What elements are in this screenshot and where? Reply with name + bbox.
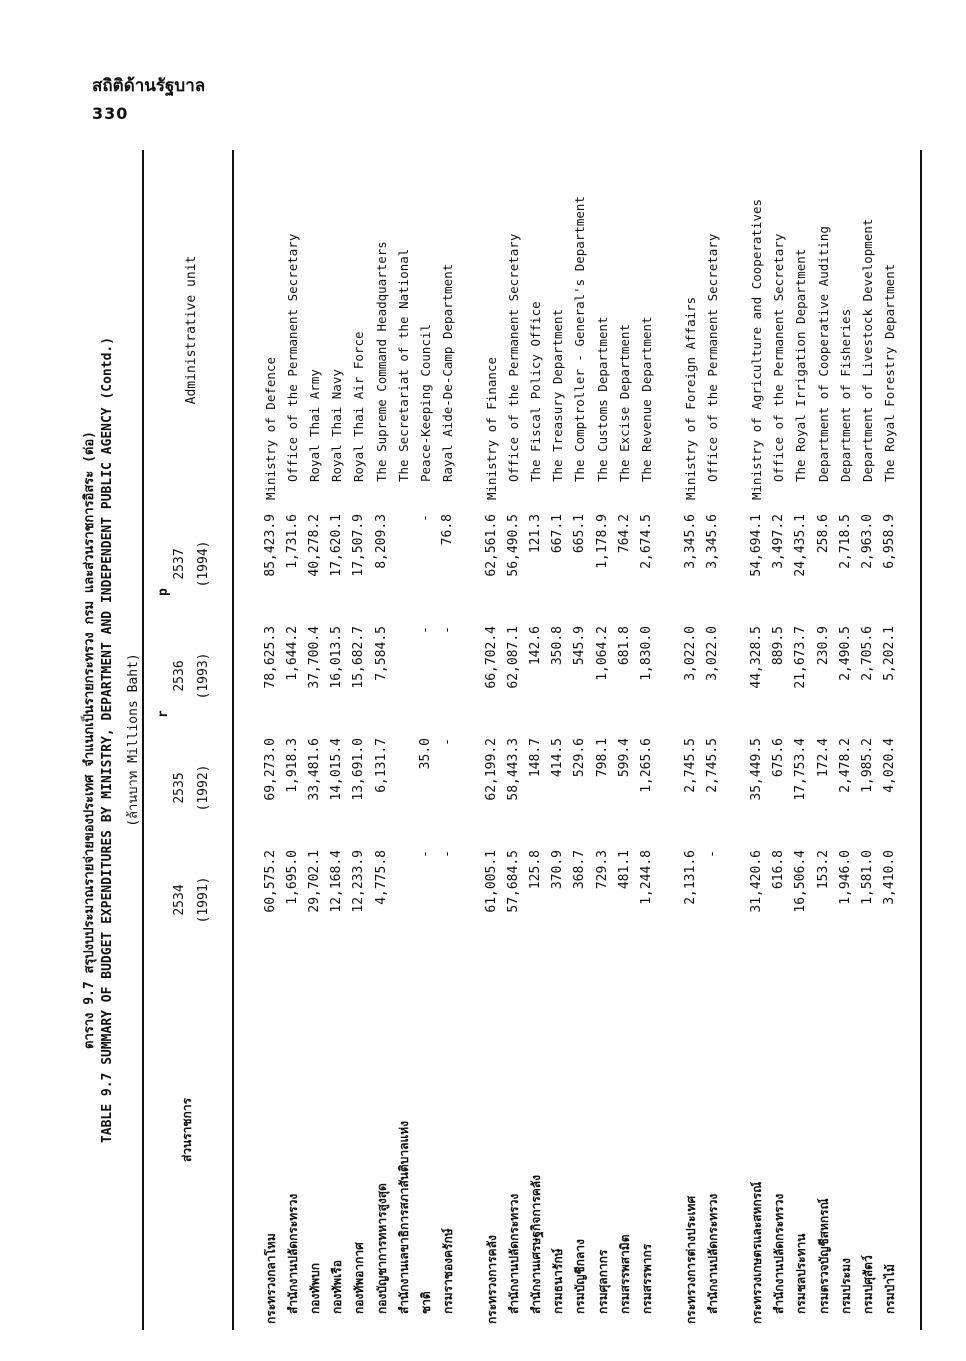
row-value: 3,345.6: [705, 514, 720, 569]
row-value: [459, 514, 481, 614]
row-thai-label: กรมธนารักษ์: [551, 1248, 566, 1314]
row-english-label: The Fiscal Policy Office: [528, 301, 544, 482]
row-value: 58,443.3: [506, 738, 522, 801]
row-thai-label: กรมประมง: [838, 1258, 853, 1314]
row-thai-label: กรมชลประทาน: [794, 1233, 809, 1314]
row-value: 481.1: [616, 850, 632, 890]
row-value: 3,022.0: [682, 626, 698, 681]
row-value: 764.2: [616, 514, 632, 554]
row-english-label: Ministry of Finance: [484, 357, 499, 500]
row-value: 2,705.6: [859, 626, 875, 681]
row-english-label: The Excise Department: [616, 323, 632, 482]
row-value: 4,020.4: [881, 738, 897, 793]
row-value: 798.1: [594, 738, 610, 778]
row-value: 6,958.9: [881, 514, 897, 569]
row-english-label: Ministry of Agriculture and Cooperatives: [749, 198, 765, 500]
row-value: [724, 738, 746, 838]
row-value: 5,202.1: [881, 626, 897, 681]
row-english-label: Peace-Keeping Council: [417, 323, 433, 482]
row-thai-label: สำนักงานเลขาธิการสภาสันติบาลแห่ง: [396, 1120, 411, 1314]
row-value: 3,345.6: [682, 514, 698, 569]
row-value: 17,620.1: [329, 514, 345, 577]
table-title-english: TABLE 9.7 SUMMARY OF BUDGET EXPENDITURES BY MINISTRY, DEPARTMENT AND INDEPENDENT PUBLIC AGENCY (Contd.): [100, 336, 115, 1144]
row-value: [393, 514, 415, 614]
row-thai-label: สำนักงานปลัดกระทรวง: [772, 1193, 787, 1314]
year-2534: 2534: [172, 884, 187, 916]
row-english-label: The Comptroller - General's Department: [572, 196, 588, 482]
row-value: 37,700.4: [307, 626, 323, 689]
row-value: 1,946.0: [837, 850, 853, 905]
row-english-label: Department of Fisheries: [837, 308, 853, 482]
top-rule: [142, 150, 144, 1330]
row-thai-label: ชาติ: [418, 1291, 433, 1314]
row-value: 40,278.2: [307, 514, 323, 577]
table-title-thai: ตาราง 9.7 สรุปงบประมาณรายจ่ายของประเทศ จำแนกเป็นรายกระทรวง กรม และส่วนราชการอิสระ (ต่อ): [82, 431, 97, 1049]
row-value: [393, 850, 415, 950]
row-value: [724, 850, 746, 950]
year-2535: 2535: [172, 772, 187, 804]
row-english-label: Office of the Permanent Secretary: [506, 233, 522, 482]
row-thai-label: สำนักงานปลัดกระทรวง: [706, 1193, 720, 1314]
row-value: -: [417, 850, 433, 858]
row-thai-label: กรมปศุสัตว์: [860, 1255, 875, 1314]
row-value: 2,745.5: [705, 738, 720, 793]
row-value: 78,625.3: [263, 626, 278, 689]
row-value: [658, 738, 680, 838]
row-value: 1,918.3: [285, 738, 301, 793]
row-thai-label: กระทรวงกลาโหม: [264, 1233, 278, 1324]
preliminary-mark: p: [156, 588, 171, 596]
row-value: 2,490.5: [837, 626, 853, 681]
row-value: 545.9: [572, 626, 588, 666]
row-value: 1,244.8: [638, 850, 654, 905]
row-value: 54,694.1: [749, 514, 765, 577]
row-value: 3,497.2: [771, 514, 787, 569]
bottom-rule: [920, 150, 922, 1330]
row-value: 16,506.4: [793, 850, 809, 913]
row-value: 17,753.4: [793, 738, 809, 801]
row-value: 61,005.1: [484, 850, 499, 913]
row-value: 85,423.9: [263, 514, 278, 577]
row-thai-label: กองทัพบก: [308, 1262, 323, 1314]
row-thai-label: กรมสรรพากร: [639, 1243, 654, 1314]
row-value: 33,481.6: [307, 738, 323, 801]
row-english-label: Department of Livestock Development: [859, 218, 875, 482]
row-english-label: Office of the Permanent Secretary: [771, 233, 787, 482]
row-thai-label: กองทัพเรือ: [330, 1260, 345, 1314]
row-value: 153.2: [815, 850, 831, 890]
row-english-label: Royal Thai Navy: [329, 369, 345, 482]
row-value: 1,985.2: [859, 738, 875, 793]
row-value: -: [705, 850, 720, 858]
row-thai-label: กระทรวงเกษตรและสหกรณ์: [750, 1181, 765, 1324]
row-value: 2,718.5: [837, 514, 853, 569]
row-value: 1,830.0: [638, 626, 654, 681]
row-thai-label: สำนักงานปลัดกระทรวง: [507, 1193, 522, 1314]
row-value: 24,435.1: [793, 514, 809, 577]
row-value: -: [417, 626, 433, 634]
row-value: 57,684.5: [506, 850, 522, 913]
row-value: 1,064.2: [594, 626, 610, 681]
row-english-label: Ministry of Foreign Affairs: [682, 296, 698, 500]
column-header-thai: ส่วนราชการ: [180, 1097, 194, 1163]
row-english-label: The Secretariat of the National: [395, 248, 411, 482]
row-value: 16,013.5: [329, 626, 345, 689]
row-value: [658, 514, 680, 614]
row-thai-label: กรมสรรพสามิต: [617, 1234, 632, 1314]
row-value: 599.4: [616, 738, 632, 778]
row-value: 1,731.6: [285, 514, 301, 569]
row-value: [658, 850, 680, 950]
row-value: [724, 514, 746, 614]
row-english-label: Office of the Permanent Secretary: [705, 233, 720, 482]
row-value: 62,561.6: [484, 514, 499, 577]
row-value: 1,178.9: [594, 514, 610, 569]
row-value: 729.3: [594, 850, 610, 890]
row-value: 675.6: [771, 738, 787, 778]
year-2536: 2536: [172, 660, 187, 692]
row-value: [459, 626, 481, 726]
row-value: 681.8: [616, 626, 632, 666]
row-value: -: [417, 514, 433, 522]
row-value: 148.7: [528, 738, 544, 778]
row-english-label: The Revenue Department: [638, 316, 654, 482]
row-value: [459, 738, 481, 838]
row-value: 31,420.6: [749, 850, 765, 913]
row-value: 62,087.1: [506, 626, 522, 689]
row-value: 44,328.5: [749, 626, 765, 689]
row-thai-label: กรมตรวจบัญชีสหกรณ์: [816, 1198, 831, 1314]
row-english-label: The Supreme Command Headquarters: [373, 241, 389, 482]
row-value: 4,775.8: [373, 850, 389, 905]
row-value: 12,168.4: [329, 850, 345, 913]
row-value: 529.6: [572, 738, 588, 778]
row-value: 414.5: [550, 738, 566, 778]
row-value: 56,490.5: [506, 514, 522, 577]
row-english-label: The Treasury Department: [550, 308, 566, 482]
row-value: 667.1: [550, 514, 566, 554]
row-thai-label: สำนักงานเศรษฐกิจการคลัง: [529, 1174, 544, 1314]
year-1993: (1993): [196, 652, 211, 700]
row-value: 665.1: [572, 514, 588, 554]
row-value: [459, 850, 481, 950]
row-value: 60,575.2: [263, 850, 278, 913]
row-value: 368.7: [572, 850, 588, 890]
row-value: 2,745.5: [682, 738, 698, 793]
row-thai-label: กรมราชองครักษ์: [440, 1228, 455, 1314]
row-english-label: Royal Thai Army: [307, 369, 323, 482]
year-1994: (1994): [196, 540, 211, 588]
section-title: สถิติด้านรัฐบาล: [92, 76, 206, 96]
row-value: 1,695.0: [285, 850, 301, 905]
row-value: 2,131.6: [682, 850, 698, 905]
row-value: 1,265.6: [638, 738, 654, 793]
row-value: 12,233.9: [351, 850, 367, 913]
row-value: 29,702.1: [307, 850, 323, 913]
row-value: 172.4: [815, 738, 831, 778]
row-value: 35.0: [417, 738, 433, 770]
row-value: 7,584.5: [373, 626, 389, 681]
row-value: 616.8: [771, 850, 787, 890]
row-value: 889.5: [771, 626, 787, 666]
row-value: 6,131.7: [373, 738, 389, 793]
row-value: -: [439, 850, 455, 858]
row-english-label: Rayal Aide-De-Camp Department: [439, 263, 455, 482]
page-number: 330: [92, 104, 129, 123]
row-value: 3,022.0: [705, 626, 720, 681]
row-english-label: The Customs Department: [594, 316, 610, 482]
revised-mark: r: [156, 710, 171, 718]
row-value: 2,478.2: [837, 738, 853, 793]
row-thai-label: สำนักงานปลัดกระทรวง: [286, 1193, 301, 1314]
row-value: 350.8: [550, 626, 566, 666]
row-value: 125.8: [528, 850, 544, 890]
row-value: 2,674.5: [638, 514, 654, 569]
row-value: 3,410.0: [881, 850, 897, 905]
row-value: 370.9: [550, 850, 566, 890]
row-value: 230.9: [815, 626, 831, 666]
year-1991: (1991): [196, 876, 211, 924]
row-value: 76.8: [439, 514, 455, 546]
row-value: 69,273.0: [263, 738, 278, 801]
row-value: [393, 738, 415, 838]
row-value: 62,199.2: [484, 738, 499, 801]
row-value: 142.6: [528, 626, 544, 666]
row-value: 13,691.0: [351, 738, 367, 801]
row-english-label: Ministry of Defence: [263, 357, 278, 500]
row-english-label: The Royal Irrigation Department: [793, 248, 809, 482]
row-english-label: Royal Thai Air Force: [351, 331, 367, 482]
row-value: 258.6: [815, 514, 831, 554]
row-value: 2,963.0: [859, 514, 875, 569]
row-value: 21,673.7: [793, 626, 809, 689]
row-value: [724, 626, 746, 726]
column-header-english: Administrative unit: [184, 255, 199, 405]
row-value: 121.3: [528, 514, 544, 554]
row-value: 8,209.3: [373, 514, 389, 569]
year-2537: 2537: [172, 548, 187, 580]
row-thai-label: กองบัญชาการทหารสูงสุด: [374, 1183, 389, 1314]
row-value: 17,507.9: [351, 514, 367, 577]
row-value: [393, 626, 415, 726]
row-english-label: The Royal Forestry Department: [881, 263, 897, 482]
rotated-table-page: [60, 150, 940, 1330]
row-thai-label: กองทัพอากาศ: [352, 1242, 367, 1314]
row-value: 66,702.4: [484, 626, 499, 689]
row-value: -: [439, 738, 455, 746]
row-thai-label: กรมบัญชีกลาง: [573, 1239, 588, 1314]
row-english-label: Office of the Permanent Secretary: [285, 233, 301, 482]
year-1992: (1992): [196, 764, 211, 812]
row-value: [658, 626, 680, 726]
row-value: 15,682.7: [351, 626, 367, 689]
row-thai-label: กระทรวงการคลัง: [485, 1235, 499, 1324]
row-value: 1,581.0: [859, 850, 875, 905]
row-english-label: Department of Cooperative Auditing: [815, 226, 831, 482]
row-value: 1,644.2: [285, 626, 301, 681]
row-thai-label: กรมศุลกากร: [595, 1249, 610, 1314]
row-value: -: [439, 626, 455, 634]
header-rule: [232, 150, 234, 1330]
row-thai-label: กระทรวงการต่างประเทศ: [683, 1195, 698, 1324]
row-thai-label: กรมป่าไม้: [882, 1264, 897, 1314]
row-value: 35,449.5: [749, 738, 765, 801]
table-unit: (ล้านบาท Millions Baht): [126, 653, 141, 827]
row-value: 14,015.4: [329, 738, 345, 801]
